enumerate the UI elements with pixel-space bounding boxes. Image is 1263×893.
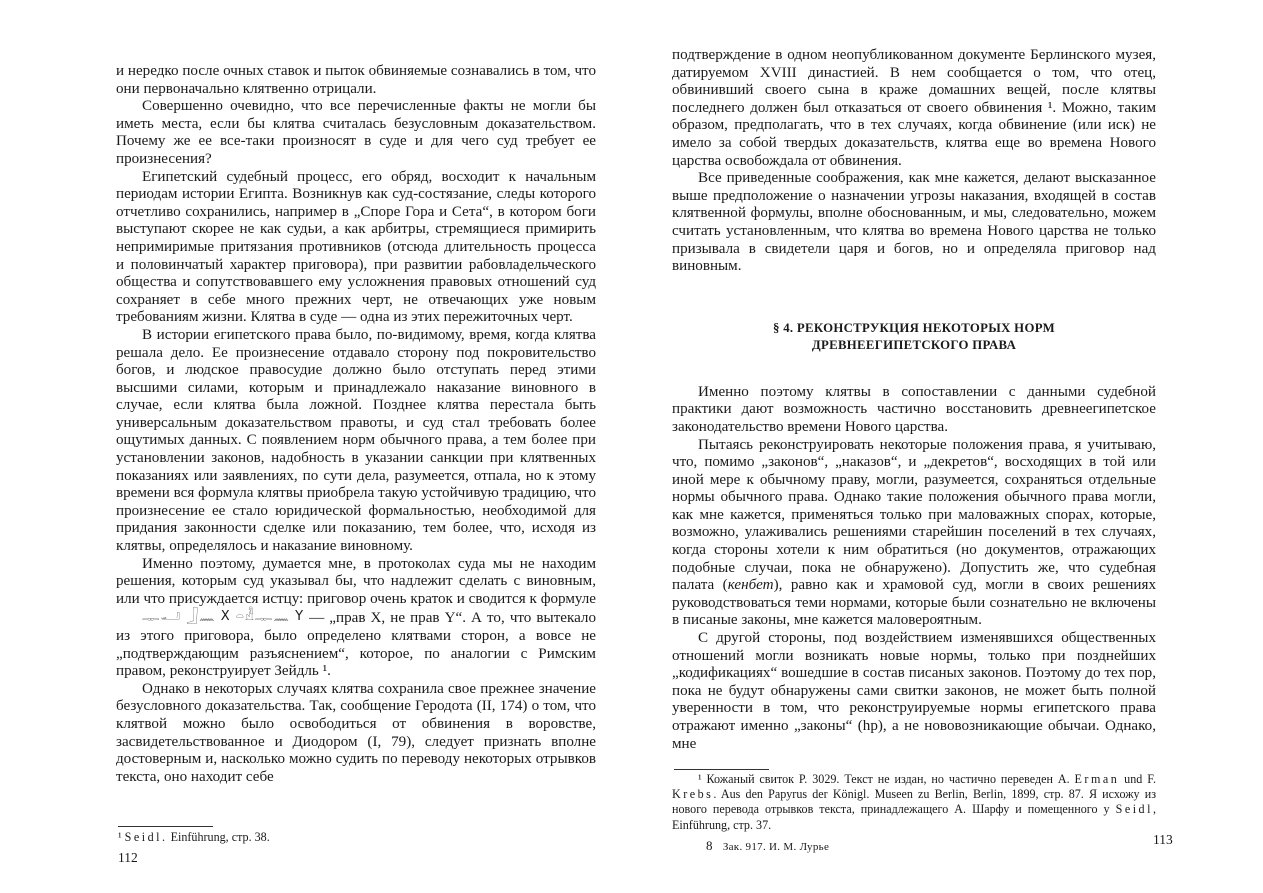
italic-term: кенбет [727, 577, 774, 594]
left-text-column [116, 63, 596, 786]
footnote-text: Einführung, стр. 38. [167, 830, 270, 844]
heading-line: ДРЕВНЕЕГИПЕТСКОГО ПРАВА [811, 337, 1017, 352]
signature-number: 8 [706, 838, 713, 853]
footnote [118, 830, 598, 845]
section-heading [672, 320, 1156, 354]
paragraph [672, 437, 1156, 631]
paragraph-text: ), равно как и храмовой суд, могли в своих решениях руководствоваться теми нормами, которые были сознательно не включены в писаные законы, мне кажется маловероятным. [672, 577, 1156, 629]
paragraph: Однако в некоторых случаях клятва сохранила свое прежнее значение безусловного доказательства. Так, сообщение Геродота (II, 174) о том, что клятвой можно было освободиться от обвинения в воровстве, засвидетельствованное и Диодором (I, 79), следует признать вполне достоверным и, насколько можно судить по переводу некоторых отрывков текста, оно находит себе [116, 680, 596, 785]
paragraph-with-formula [116, 556, 596, 681]
page-number: 112 [118, 850, 138, 865]
footnote-mark: ¹ [118, 830, 122, 844]
page-number: 113 [1153, 832, 1173, 847]
paragraph: Именно поэтому клятвы в сопоставлении с данными судебной практики дают возможность частично восстановить древнеегипетское законодательство времени Нового царства. [672, 383, 1156, 435]
paragraph: подтверждение в одном неопубликованном документе Берлинского музея, датируемом XVIII династией. В нем сообщается о том, что отец, обвинивший своего сына в краже домашних вещей, после клятвы последнего должен был отказаться от своего обвинения ¹. Можно, таким образом, предполагать, что в тех случаях, когда обвинение (или иск) не имело за собой твердых доказательств, клятва еще во времена Нового царства освобождала от обвинения. [672, 47, 1156, 169]
footnote-author: Krebs [672, 787, 714, 802]
paragraph-text: Именно поэтому, думается мне, в протоколах суда мы не находим решения, которым суд указывал бы, что надлежит сделать с виновным, или что присуждается истцу: приговор очень краток и сводится к формуле [116, 555, 596, 607]
signature-text: Зак. 917. И. М. Лурье [722, 841, 830, 853]
footnote-author: Seidl. [124, 830, 168, 844]
printer-signature [706, 838, 829, 854]
paragraph-text: Пытаясь реконструировать некоторые положения права, я учитываю, что, помимо „законов“, „наказов“, и „декретов“, восходящих в той или иной мере к обычному праву, могли, разумеется, сохраняться отдельные нормы обычного права. Однако такие положения обычного права могли, как мне кажется, применяться только при маловажных спорах, которые, возможно, улаживались решениями старейшин поселений в тех случаях, когда стороны хотели к ним обратиться (но документов, отражающих подобные случаи, пока не обнаружено). Допустить же, что судебная палата ( [672, 436, 1156, 594]
footnote-mark: ¹ [698, 772, 702, 786]
footnote-rule [118, 826, 213, 827]
paragraph: В истории египетского права было, по-видимому, время, когда клятва решала дело. Ее произнесение отдавало сторону под покровительство богов, и людское правосудие должно было отступать перед этими высшими силами, которым и принадлежало наказание виновного в случае, если клятва была ложной. Позднее клятва перестала быть универсальным доказательством правоты, и суд стал требовать более ощутимых данных. С появлением норм обычного права, а тем более при установлении законов, надобность в указании санкции при клятвенных показаниях или заявлениях, по сути дела, разумеется, отпала, но к этому времени вся формула клятвы приобрела такую устойчивую традицию, что произнесение ее стало юридической формальностью, необходимой для придания законности сделке или показанию, тем более, что, исходя из клятвы, определялось и наказание виновному. [116, 326, 596, 555]
paragraph: С другой стороны, под воздействием изменявшихся общественных отношений могли возникать новые нормы, только при позднейших „кодификациях“ вошедшие в состав писаных законов. Поэтому до тех пор, пока не будут обнаружены сами свитки законов, не может быть полной уверенности в том, что реконструируемые нормы египетского права отражают именно „законы“ (hp), а не нововозникающие обычаи. Однако, мне [672, 630, 1156, 752]
footnote-text: . Aus den Papyrus der Königl. Museen zu Berlin, Berlin, 1899, стр. 87. Я исхожу из нового перевода отрывков текста, принадлежащего А. Шарфу и помещенного у [672, 787, 1156, 817]
left-page [0, 0, 630, 893]
paragraph: Все приведенные соображения, как мне кажется, делают высказанное выше предположение о назначении угрозы наказания, входящей в состав клятвенной формулы, вполне обоснованным, и мы, следовательно, можем считать установленным, что клятва во времена Нового царства не только призывала в свидетели царя и богов, но и определяла приговор над виновным. [672, 170, 1156, 275]
footnote-text: und F. [1119, 772, 1156, 786]
footnote-author: Erman [1074, 772, 1120, 786]
footnote-author: Seidl [1115, 802, 1153, 817]
footnote-text: Кожаный свиток P. 3029. Текст не издан, но частично переведен A. [701, 772, 1075, 786]
paragraph: и нередко после очных ставок и пыток обвиняемые сознавались в том, что они первоначально клятвенно отрицали. [116, 63, 596, 97]
paragraph-text: — „прав X, не прав Y“. А то, что вытекало из этого приговора, было определено клятвами сторон, а вовсе не „подтверждающим разъяснением“, которое, по аналогии с Римским правом, реконструирует Зейдль ¹. [116, 610, 596, 680]
hieroglyph-formula: 𓊃𓂝 𓃀𓈖 X 𓏏𓁐𓊃𓈖 Y [142, 609, 305, 625]
right-text-column [672, 47, 1156, 753]
paragraph: Совершенно очевидно, что все перечисленные факты не могли бы иметь места, если бы клятва считалась безусловным доказательством. Почему же ее все-таки произносят в суде и для чего суд требует ее произнесения? [116, 98, 596, 167]
right-page [632, 0, 1263, 893]
footnote [672, 772, 1156, 833]
footnote-text: , Einführung, стр. 37. [672, 802, 1156, 832]
paragraph: Египетский судебный процесс, его обряд, восходит к начальным периодам истории Египта. Возникнув как суд-состязание, следы которого отчетливо сохранились, например в „Споре Гора и Сета“, в котором боги выступают скорее не как судьи, а как арбитры, стремящиеся примирить непримиримые притязания противников (отсюда длительность процесса и половинчатый характер приговора), при развитии рабовладельческого общества и сопутствовавшего ему усложнения правовых отношений суд сохраняет в себе много прежних черт, не отвечающих уже новым требованиям жизни. Клятва в суде — одна из этих пережиточных черт. [116, 168, 596, 326]
heading-line: § 4. РЕКОНСТРУКЦИЯ НЕКОТОРЫХ НОРМ [773, 320, 1055, 335]
footnote-rule [674, 769, 769, 770]
